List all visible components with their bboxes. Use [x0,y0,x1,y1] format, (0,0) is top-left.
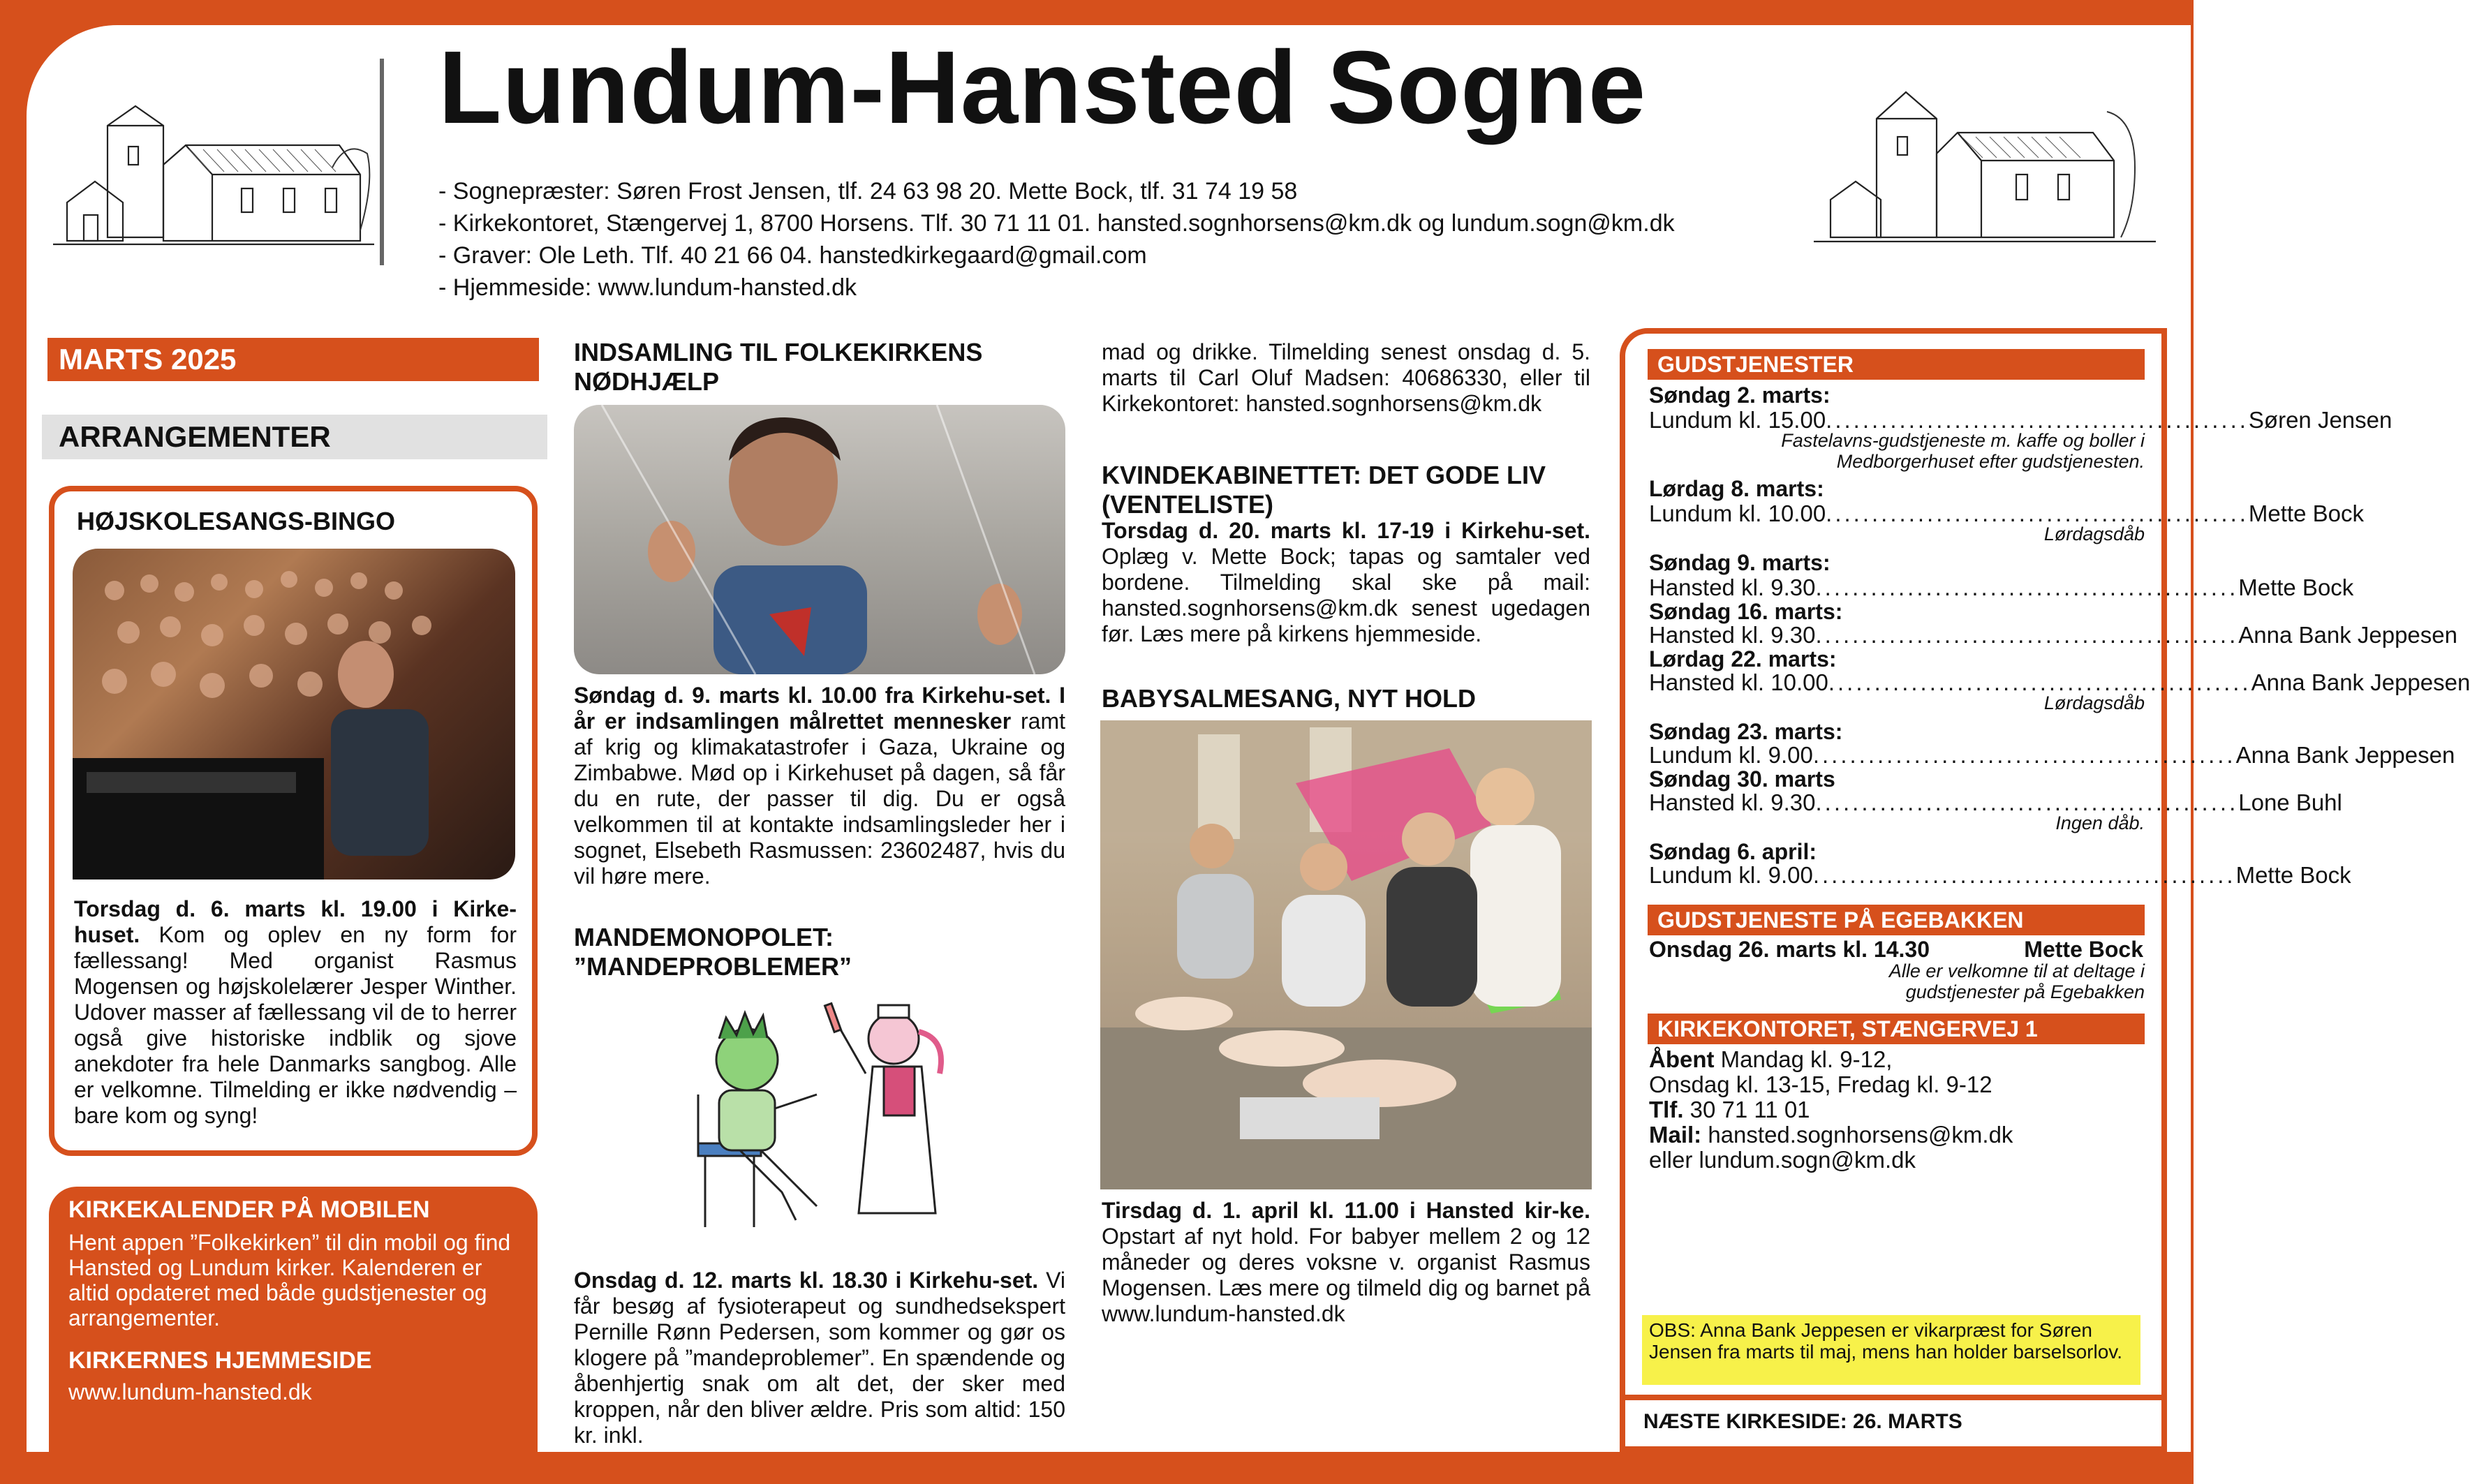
obs-note: OBS: Anna Bank Jeppesen er vikarpræst for Søren Jensen fra marts til maj, mens han holder barselsorlov. [1642,1315,2140,1385]
month-bar: MARTS 2025 [47,338,539,381]
nodhjaelp-body: ramt af krig og klimakatastrofer i Gaza, Ukraine og Zimbabwe. Mød op i Kirkehuset på dagen, så får du en rute, der passer til dig. Du er også velkommen til at kontakte indsamlingsleder her i sognet, Elsebeth Rasmussen: 23602487, hvis du vil høre mere. [574,708,1066,889]
leader-dots: .............................................. [1815,574,2239,600]
bingo-photo [73,549,515,880]
mandemonopolet-lead: Onsdag d. 12. marts kl. 18.30 i Kirkehu-set. [574,1268,1039,1293]
kontor-open-2: Onsdag kl. 13-15, Fredag kl. 9-12 [1649,1071,1992,1097]
gudstjenester-header: GUDSTJENESTER [1648,349,2145,380]
baby-lead: Tirsdag d. 1. april kl. 11.00 i Hansted kir-ke. [1102,1198,1590,1223]
header-divider [380,59,384,265]
service-note: Ingen dåb. [2055,813,2145,833]
kirkekontoret-header: KIRKEKONTORET, STÆNGERVEJ 1 [1648,1014,2145,1044]
mandemonopolet-title: MANDEMONOPOLET: ”MANDEPROBLEMER” [574,923,852,981]
mandemonopolet-text [574,1268,1065,1448]
header-line-kontor: - Kirkekontoret, Stængervej 1, 8700 Horsens. Tlf. 30 71 11 01. hansted.sognhorsens@km.dk og lundum.sogn@km.dk [438,210,1675,237]
kvinde-lead: Torsdag d. 20. marts kl. 17-19 i Kirkehu-set. [1102,518,1590,543]
kontor-tlf [1649,1097,1810,1122]
service-row [1649,862,2351,888]
kontor-tlf-label: Tlf. [1649,1097,1684,1122]
leader-dots: .............................................. [1812,862,2236,888]
service-place: Hansted kl. 9.30 [1649,622,1816,648]
kontor-mail-2[interactable]: eller lundum.sogn@km.dk [1649,1147,1916,1173]
hjemmeside-link[interactable]: www.lundum-hansted.dk [68,1379,312,1404]
kontor-open [1649,1047,1892,1072]
kvinde-title: KVINDEKABINETTET: DET GODE LIV (VENTELISTE) [1102,461,1546,519]
page-title: Lundum-Hansted Sogne [438,30,1647,145]
egebakken-header: GUDSTJENESTE PÅ EGEBAKKEN [1648,905,2145,935]
service-day: Søndag 16. marts: [1649,599,1843,624]
egebakken-day: Onsdag 26. marts kl. 14.30 [1649,937,1930,962]
hjemmeside-title: KIRKERNES HJEMMESIDE [68,1347,372,1374]
service-priest: Anna Bank Jeppesen [2238,622,2457,648]
service-priest: Anna Bank Jeppesen [2235,742,2455,768]
bingo-body: Kom og oplev en ny form for fællessang! Med organist Rasmus Mogensen og højskolelærer Jesper Winther. Udover masser af fællessang vil de to herrer også give historiske indblik og sjove anekdoter fra hele Danmarks sangbog. Alle er velkomne. Tilmelding er ikke nødvendig – bare kom og syng! [74,922,517,1128]
lundum-church-drawing [53,98,374,300]
service-row [1649,742,2455,768]
egebakken-priest: Mette Bock [2024,937,2143,962]
service-day: Søndag 2. marts: [1649,383,1831,408]
service-place: Hansted kl. 9.30 [1649,574,1816,600]
mandemonopolet-body: Vi får besøg af fysioterapeut og sundhedsekspert Pernille Rønn Pedersen, som kommer og gør os klogere på ”mandeproblemer”. En spændende og åbenhjertig snak om alt det, der sker med kroppen, når den bliver ældre. Pris som altid: 150 kr. inkl. [574,1268,1066,1448]
service-day: Søndag 23. marts: [1649,719,1843,744]
service-place: Hansted kl. 9.30 [1649,789,1816,815]
service-note: Lørdagsdåb [2043,692,2145,713]
kvinde-text [1102,518,1590,647]
leader-dots: .............................................. [1828,669,2251,695]
service-note: Lørdagsdåb [2043,524,2145,544]
service-note: Fastelavns-gudstjeneste m. kaffe og boller i Medborgerhuset efter gudstjenesten. [1781,430,2145,472]
nodhjaelp-title: INDSAMLING TIL FOLKEKIRKENS NØDHJÆLP [574,338,983,396]
baby-body: Opstart af nyt hold. For babyer mellem 2 og 12 måneder og deres voksne v. organist Rasmus Mogensen. Læs mere og tilmeld dig og barnet på www.lundum-hansted.dk [1102,1224,1590,1326]
bingo-title: HØJSKOLESANGS-BINGO [77,507,396,535]
service-place: Lundum kl. 9.00 [1649,862,1813,888]
kontor-mail [1649,1122,2013,1148]
service-priest: Mette Bock [2235,862,2351,888]
kontor-open-text: Mandag kl. 9-12, [1720,1046,1893,1072]
leader-dots: .............................................. [1812,742,2236,768]
service-row [1649,669,2470,695]
leader-dots: .............................................. [1815,622,2239,648]
service-priest: Mette Bock [2248,500,2364,526]
service-row [1649,574,2354,600]
kalender-title: KIRKEKALENDER PÅ MOBILEN [68,1196,430,1223]
leader-dots: .............................................. [1826,407,2249,433]
service-place: Hansted kl. 10.00 [1649,669,1828,695]
kontor-mail-value[interactable]: hansted.sognhorsens@km.dk [1708,1122,2013,1148]
service-priest: Mette Bock [2238,574,2354,600]
service-place: Lundum kl. 15.00 [1649,407,1826,433]
service-row [1649,500,2364,526]
service-day: Lørdag 8. marts: [1649,476,1824,501]
nodhjaelp-lead: Søndag d. 9. marts kl. 10.00 fra Kirkehu-set. I år er indsamlingen målrettet mennesker [574,683,1065,734]
service-day: Søndag 30. marts [1649,766,1835,792]
leader-dots: .............................................. [1815,789,2239,815]
service-place: Lundum kl. 9.00 [1649,742,1813,768]
bingo-lead: Torsdag d. 6. marts kl. 19.00 i Kirke-huset. [74,896,517,947]
mandemonopolet-continuation: mad og drikke. Tilmelding senest onsdag d. 5. marts til Carl Oluf Madsen: 40686330, eller til Kirkekontoret: hansted.sognhorsens@km.dk [1102,339,1590,416]
nodhjaelp-photo [574,405,1065,674]
section-arrangementer: ARRANGEMENTER [42,415,547,459]
service-priest: Lone Buhl [2238,789,2342,815]
baby-title: BABYSALMESANG, NYT HOLD [1102,684,1477,713]
baby-text [1102,1198,1590,1327]
egebakken-note: Alle er velkomne til at deltage i gudstjenester på Egebakken [1888,960,2145,1002]
service-day: Lørdag 22. marts: [1649,646,1837,671]
service-row [1649,407,2393,433]
service-row [1649,789,2342,815]
sidebar-divider [1620,1395,2167,1400]
leader-dots: .............................................. [1826,500,2249,526]
naeste-kirkeside: NÆSTE KIRKESIDE: 26. MARTS [1643,1410,1962,1433]
kontor-mail-label: Mail: [1649,1122,1702,1148]
mandemonopolet-illustration [684,990,977,1241]
kontor-tlf-value: 30 71 11 01 [1689,1097,1810,1122]
hansted-church-drawing [1814,70,2156,279]
service-priest: Søren Jensen [2248,407,2393,433]
header-line-praester: - Sognepræster: Søren Frost Jensen, tlf. 24 63 98 20. Mette Bock, tlf. 31 74 19 58 [438,178,1298,205]
service-day: Søndag 6. april: [1649,839,1817,864]
service-place: Lundum kl. 10.00 [1649,500,1826,526]
baby-photo [1100,720,1592,1189]
nodhjaelp-text [574,683,1065,889]
service-row [1649,622,2457,648]
service-priest: Anna Bank Jeppesen [2251,669,2470,695]
kvinde-body: Oplæg v. Mette Bock; tapas og samtaler ved bordene. Tilmelding skal ske på mail: hansted.sognhorsens@km.dk senest ugedagen før. Læs mere på kirkens hjemmeside. [1102,544,1590,646]
bingo-text [74,896,517,1129]
kontor-open-label: Åbent [1649,1046,1715,1072]
service-day: Søndag 9. marts: [1649,550,1831,575]
kalender-text: Hent appen ”Folkekirken” til din mobil og find Hansted og Lundum kirker. Kalenderen er altid opdateret med både gudstjenester og arrangementer. [68,1230,511,1330]
header-line-hjemmeside: - Hjemmeside: www.lundum-hansted.dk [438,274,857,301]
header-line-graver: - Graver: Ole Leth. Tlf. 40 21 66 04. hanstedkirkegaard@gmail.com [438,242,1147,269]
